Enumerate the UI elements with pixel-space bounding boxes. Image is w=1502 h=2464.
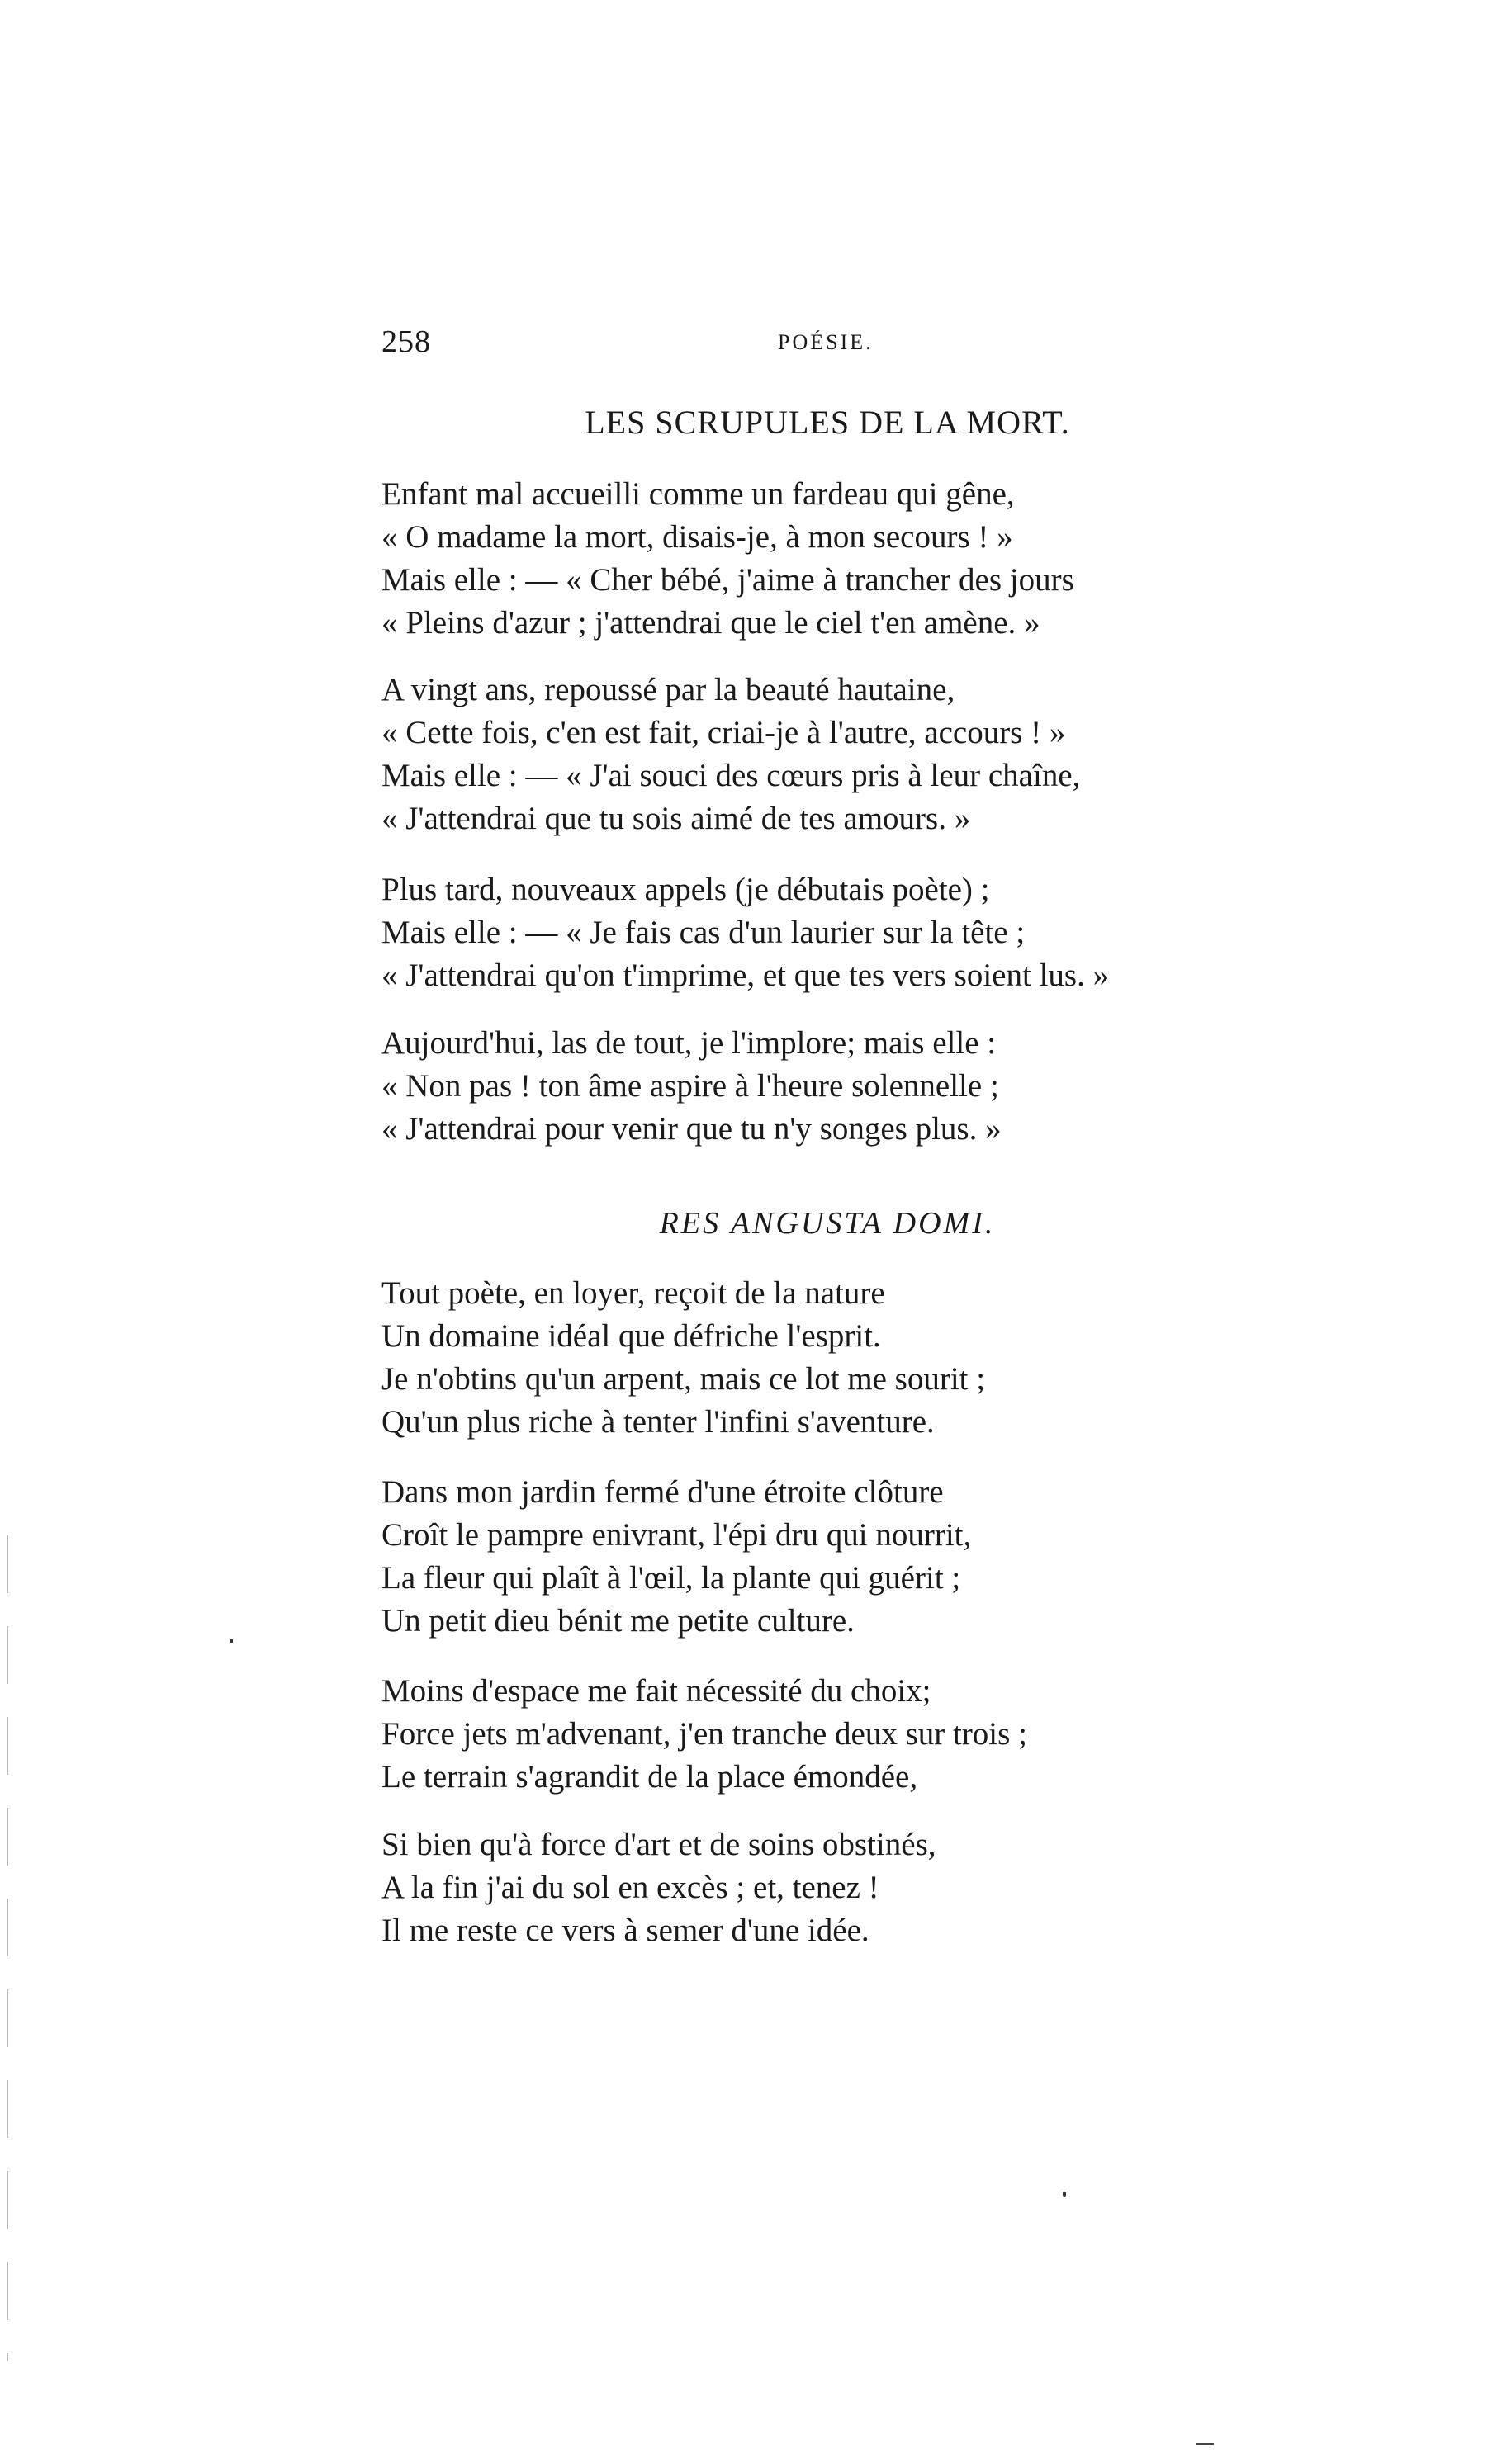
stanza [381, 1272, 1339, 1444]
verse-line: « J'attendrai que tu sois aimé de tes amours. » [381, 801, 971, 836]
verse-line: La fleur qui plaît à l'œil, la plante qui guérit ; [381, 1560, 961, 1596]
verse-line: Force jets m'advenant, j'en tranche deux sur trois ; [381, 1716, 1027, 1752]
poem-title: LES SCRUPULES DE LA MORT. [585, 404, 1070, 441]
verse-line: Croît le pampre enivrant, l'épi dru qui nourrit, [381, 1517, 972, 1553]
verse-line: Tout poète, en loyer, reçoit de la nature [381, 1275, 885, 1311]
section-heading: POÉSIE. [778, 330, 874, 354]
running-head [381, 324, 1273, 365]
verse-line: A la fin j'ai du sol en excès ; et, tenez ! [381, 1870, 879, 1905]
verse-line: « Cette fois, c'en est fait, criai-je à l'autre, accours ! » [381, 715, 1066, 750]
poem-title: RES ANGUSTA DOMI. [659, 1206, 996, 1241]
verse-line: Je n'obtins qu'un arpent, mais ce lot me sourit ; [381, 1361, 986, 1397]
scan-edge-mark [7, 1535, 8, 2361]
page-number: 258 [381, 324, 431, 359]
ink-speck [230, 1639, 233, 1643]
verse-line: Si bien qu'à force d'art et de soins obstinés, [381, 1827, 936, 1862]
ink-dash [1196, 2443, 1214, 2445]
verse-line: « Non pas ! ton âme aspire à l'heure solennelle ; [381, 1068, 999, 1104]
verse-line: Moins d'espace me fait nécessité du choix; [381, 1673, 931, 1709]
verse-line: « J'attendrai qu'on t'imprime, et que tes vers soient lus. » [381, 958, 1110, 993]
verse-line: Mais elle : — « Je fais cas d'un laurier sur la tête ; [381, 915, 1026, 950]
stanza [381, 473, 1339, 645]
verse-line: Mais elle : — « Cher bébé, j'aime à trancher des jours [381, 562, 1074, 598]
ink-speck [1063, 2192, 1066, 2197]
verse-line: Il me reste ce vers à semer d'une idée. [381, 1913, 869, 1948]
stanza [381, 669, 1339, 840]
verse-line: « O madame la mort, disais-je, à mon secours ! » [381, 519, 1013, 555]
verse-line: Mais elle : — « J'ai souci des cœurs pris à leur chaîne, [381, 758, 1081, 793]
verse-line: « J'attendrai pour venir que tu n'y songes plus. » [381, 1111, 1002, 1147]
stanza [381, 1471, 1339, 1643]
verse-line: Le terrain s'agrandit de la place émondée, [381, 1759, 918, 1795]
stanza [381, 1823, 1339, 1952]
stanza [381, 1670, 1339, 1799]
verse-line: Un domaine idéal que défriche l'esprit. [381, 1318, 881, 1354]
verse-line: A vingt ans, repoussé par la beauté hautaine, [381, 672, 955, 707]
stanza [381, 1022, 1339, 1151]
verse-line: Aujourd'hui, las de tout, je l'implore; mais elle : [381, 1025, 997, 1061]
verse-line: « Pleins d'azur ; j'attendrai que le ciel t'en amène. » [381, 605, 1040, 641]
verse-line: Qu'un plus riche à tenter l'infini s'aventure. [381, 1404, 935, 1440]
verse-line: Plus tard, nouveaux appels (je débutais poète) ; [381, 872, 990, 907]
stanza [381, 868, 1339, 997]
verse-line: Enfant mal accueilli comme un fardeau qui gêne, [381, 476, 1015, 512]
verse-line: Un petit dieu bénit me petite culture. [381, 1603, 855, 1639]
verse-line: Dans mon jardin fermé d'une étroite clôture [381, 1474, 944, 1510]
